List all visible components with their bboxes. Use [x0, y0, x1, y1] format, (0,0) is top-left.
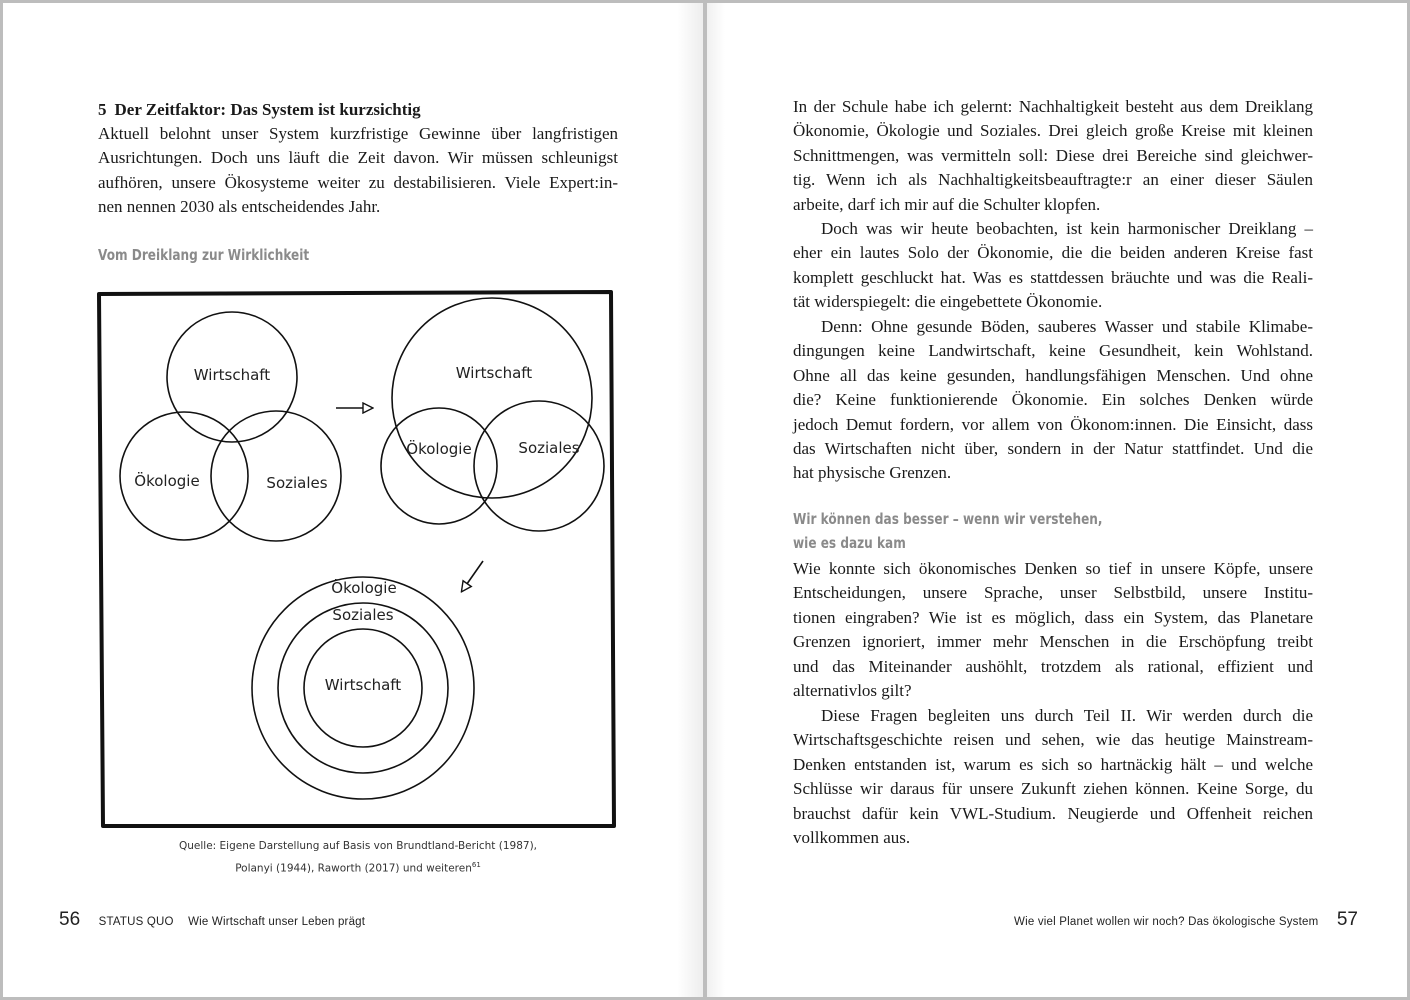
caption-line: Quelle: Eigene Darstellung auf Basis von Brundtland-Bericht (1987),	[178, 840, 538, 852]
running-title-left: Wie Wirtschaft unser Leben prägt	[188, 916, 366, 928]
right-subheading	[793, 507, 1190, 555]
circle-soziales-small	[474, 401, 604, 531]
text-line: Denken entstanden ist, warum es sich so hartnäckig hält – und welche	[793, 754, 1313, 774]
label-wirtschaft-large: Wirtschaft	[455, 364, 533, 382]
text-line: Schnittmengen, was vermitteln soll: Diese drei Bereiche sind gleichwer-	[793, 145, 1313, 165]
caption-line: Polanyi (1944), Raworth (2017) und weiteren$^{61}$	[235, 861, 481, 875]
section-heading	[98, 98, 618, 122]
text-line: Ausrichtungen. Doch uns läuft die Zeit davon. Wir müssen schleunigst	[98, 148, 618, 168]
venn-diagram-figure	[94, 286, 620, 831]
text-line: Wie konnte sich ökonomisches Denken so tief in unsere Köpfe, unsere	[793, 559, 1313, 578]
footnote-marker: 61	[471, 861, 481, 869]
label-oekologie-outer: Ökologie	[331, 579, 397, 597]
text-line: Ökonomie, Ökologie und Soziales. Drei gleich große Kreise mit kleinen	[793, 121, 1313, 141]
text-line: Ohne all das keine gesunden, handlungsfähigen Menschen. Und ohne	[793, 365, 1313, 385]
text-line: Diese Fragen begleiten uns durch Teil II. Wir werden durch die	[821, 706, 1313, 725]
label-soziales: Soziales	[266, 474, 328, 492]
label-wirtschaft-inner: Wirtschaft	[324, 676, 402, 694]
circle-oekologie-small	[381, 408, 497, 524]
diagram-equal-circles	[120, 312, 341, 541]
running-section: STATUS QUO	[98, 916, 174, 928]
subheading-line: Wir können das besser – wenn wir verstehen,	[793, 510, 1103, 528]
label-oekologie: Ökologie	[134, 472, 200, 490]
text-line: In der Schule habe ich gelernt: Nachhaltigkeit besteht aus dem Dreiklang	[793, 97, 1313, 116]
text-line: arbeite, darf ich mir auf die Schulter klopfen.	[793, 194, 1101, 214]
text-line: tig. Wenn ich als Nachhaltigkeitsbeauftragte:r an einer dieser Säulen	[793, 170, 1313, 190]
text-line: aufhören, unsere Ökosysteme weiter zu destabilisieren. Viele Expert:in-	[98, 172, 618, 192]
label-soziales-middle: Soziales	[332, 606, 394, 624]
right-paragraph-4	[793, 557, 1313, 703]
figure-caption	[98, 837, 618, 879]
section-title: Der Zeitfaktor: Das System ist kurzsichtig	[114, 100, 421, 119]
page-number-left: 56	[59, 909, 81, 930]
figure-title: Vom Dreiklang zur Wirklichkeit	[98, 246, 310, 264]
text-line: komplett geschluckt hat. Was es stattdessen bräuchte und was die Reali-	[793, 267, 1313, 287]
text-line: alternativlos gilt?	[793, 681, 912, 701]
text-line: Wirtschaftsgeschichte reisen und sehen, wie das heutige Mainstream-	[793, 730, 1313, 750]
right-paragraph-1	[793, 95, 1313, 217]
running-title-right: Wie viel Planet wollen wir noch? Das ökologische System	[1014, 916, 1319, 928]
page-number-right: 57	[1336, 909, 1358, 930]
right-page	[707, 3, 1407, 997]
label-oekologie-small: Ökologie	[406, 440, 472, 458]
subheading-line: wie es dazu kam	[793, 534, 906, 552]
gutter-shadow	[707, 3, 725, 997]
text-line: Doch was wir heute beobachten, ist kein harmonischer Dreiklang –	[821, 219, 1313, 238]
left-footer	[59, 909, 365, 931]
label-soziales-small: Soziales	[518, 439, 580, 457]
text-line: hat physische Grenzen.	[793, 463, 952, 483]
text-line: eher ein lautes Solo der Ökonomie, die die beiden anderen Kreise fast	[793, 243, 1313, 263]
text-line: brauchst dafür kein VWL-Studium. Neugierde und Offenheit reichen	[793, 803, 1313, 823]
text-line: tät widerspiegelt: die eingebettete Ökonomie.	[793, 292, 1103, 312]
label-wirtschaft: Wirtschaft	[193, 366, 271, 384]
left-paragraph	[98, 122, 618, 220]
right-footer	[1014, 909, 1358, 931]
text-line: jedoch Demut fordern, vor allem von Ökonom:innen. Die Einsicht, dass	[793, 414, 1313, 434]
diagram-dominant-economy	[381, 298, 604, 531]
text-line: nen nennen 2030 als entscheidendes Jahr.	[98, 197, 381, 217]
text-line: vollkommen aus.	[793, 828, 911, 848]
right-paragraph-2	[793, 217, 1313, 315]
right-paragraph-3	[793, 315, 1313, 486]
text-line: dingungen keine Landwirtschaft, keine Gesundheit, kein Wohlstand.	[793, 341, 1313, 361]
text-line: Schlüsse wir daraus für unsere Zukunft ziehen können. Keine Sorge, du	[793, 779, 1313, 799]
circle-wirtschaft-large	[392, 298, 592, 498]
arrow-diagonal	[462, 561, 483, 591]
text-line: die? Keine funktionierende Ökonomie. Ein solches Denken würde	[793, 390, 1313, 410]
text-line: tionen eingraben? Wie ist es möglich, dass ein System, das Planetare	[793, 607, 1313, 627]
text-line: und das Miteinander aushöhlt, trotzdem als rational, effizient und	[793, 656, 1313, 676]
text-line: das Wirtschaften nicht über, sondern in der Natur stattfindet. Und die	[793, 439, 1313, 459]
gutter-shadow	[677, 3, 703, 997]
text-line: Grenzen ignoriert, immer mehr Menschen in die Erschöpfung treibt	[793, 632, 1313, 652]
text-line: Entscheidungen, unsere Sprache, unser Selbstbild, unsere Institu-	[793, 583, 1313, 603]
text-line: Denn: Ohne gesunde Böden, sauberes Wasser und stabile Klimabe-	[821, 317, 1313, 336]
section-number: 5	[98, 100, 107, 119]
right-paragraph-5	[793, 704, 1313, 850]
text-line: Aktuell belohnt unser System kurzfristige Gewinne über langfristigen	[98, 124, 618, 143]
left-page	[3, 3, 703, 997]
